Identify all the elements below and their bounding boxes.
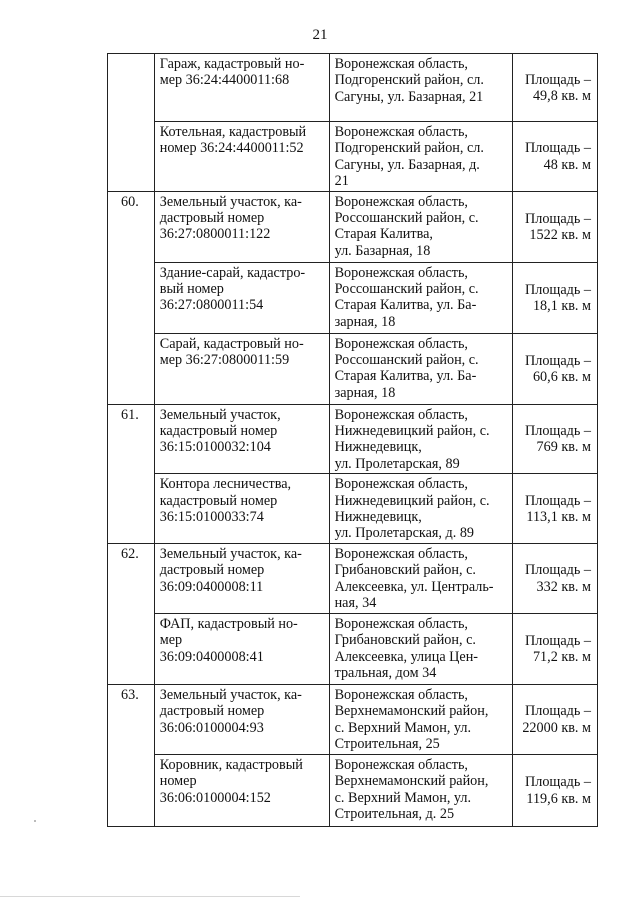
object-cell	[154, 54, 329, 122]
table-row	[108, 54, 598, 122]
row-number-cell	[108, 543, 155, 684]
area-text: Площадь –	[525, 492, 591, 509]
area-text: 49,8 кв. м	[532, 88, 591, 104]
address-text: Россошанский район, с.	[334, 210, 479, 227]
address-text: Россошанский район, с.	[334, 281, 479, 298]
address-text: 21	[334, 173, 349, 190]
table-row	[108, 122, 598, 192]
object-text: дастровый номер	[159, 703, 265, 720]
area-cell	[512, 474, 597, 544]
address-cell	[329, 54, 512, 122]
area-text: Площадь –	[525, 774, 591, 791]
table-row	[108, 474, 598, 544]
area-cell	[512, 191, 597, 262]
object-text: мер 36:24:4400011:68	[159, 72, 290, 89]
address-text: Нижнедевицк,	[334, 509, 422, 526]
address-text: зарная, 18	[334, 384, 396, 401]
object-text: мер	[159, 632, 183, 649]
row-number-cell	[108, 404, 155, 543]
object-cell	[154, 613, 329, 684]
area-text: Площадь –	[525, 210, 591, 227]
area-text: Площадь –	[525, 423, 591, 440]
row-number: 62.	[121, 545, 139, 562]
object-text: дастровый номер	[159, 562, 265, 579]
address-text: с. Верхний Мамон, ул.	[334, 789, 472, 806]
row-number: 61.	[121, 406, 139, 423]
table-row	[108, 754, 598, 826]
object-text: Земельный участок,	[159, 406, 281, 423]
object-text: Земельный участок, ка-	[159, 193, 302, 210]
address-text: тральная, дом 34	[334, 665, 437, 682]
address-cell	[329, 262, 512, 333]
object-text: 36:09:0400008:41	[159, 648, 264, 665]
scan-speck	[34, 820, 36, 822]
area-text: 769 кв. м	[536, 439, 591, 456]
object-cell	[154, 122, 329, 192]
address-cell	[329, 754, 512, 826]
address-text: Старая Калитва,	[334, 226, 433, 243]
area-text: Площадь –	[525, 562, 591, 579]
object-text: Сарай, кадастровый но-	[159, 335, 304, 352]
object-cell	[154, 333, 329, 404]
address-text: Воронежская область,	[334, 545, 468, 562]
area-text: 119,6 кв. м	[526, 790, 591, 807]
object-text: дастровый номер	[159, 210, 265, 227]
area-cell	[512, 613, 597, 684]
object-cell	[154, 474, 329, 544]
address-text: Россошанский район, с.	[334, 352, 479, 369]
area-cell	[512, 404, 597, 474]
table-row	[108, 613, 598, 684]
object-cell	[154, 262, 329, 333]
area-text: 332 кв. м	[536, 578, 591, 595]
table-row	[108, 404, 598, 474]
address-text: Верхнемамонский район,	[334, 703, 489, 720]
address-cell	[329, 684, 512, 754]
address-text: Старая Калитва, ул. Ба-	[334, 297, 477, 314]
page-number: 21	[312, 27, 328, 43]
table-row	[108, 262, 598, 333]
area-cell	[512, 122, 597, 192]
address-text: Подгоренский район, сл.	[334, 72, 484, 89]
address-text: ная, 34	[334, 595, 377, 612]
address-cell	[329, 613, 512, 684]
area-text: 60,6 кв. м	[532, 369, 591, 386]
object-text: Контора лесничества,	[159, 476, 292, 493]
area-cell	[512, 543, 597, 613]
object-text: кадастровый номер	[159, 492, 278, 509]
object-text: номер	[159, 773, 197, 790]
object-text: Котельная, кадастровый	[159, 124, 307, 140]
area-text: 71,2 кв. м	[532, 649, 591, 666]
footer-rule	[0, 896, 300, 897]
object-cell	[154, 191, 329, 262]
table-row	[108, 543, 598, 613]
address-text: Грибановский район, с.	[334, 562, 476, 579]
area-text: Площадь –	[525, 632, 591, 649]
area-text: Площадь –	[525, 352, 591, 369]
address-text: Воронежская область,	[334, 476, 468, 493]
object-cell	[154, 684, 329, 754]
property-table	[107, 53, 598, 827]
area-cell	[512, 54, 597, 122]
address-text: ул. Пролетарская, 89	[334, 455, 460, 472]
object-text: 36:27:0800011:122	[159, 226, 271, 243]
area-text: Площадь –	[525, 71, 591, 88]
object-text: ФАП, кадастровый но-	[159, 615, 298, 632]
object-text: Здание-сарай, кадастро-	[159, 264, 306, 281]
object-text: Коровник, кадастровый	[159, 756, 303, 773]
area-cell	[512, 262, 597, 333]
object-text: мер 36:27:0800011:59	[159, 352, 290, 369]
address-text: Сагуны, ул. Базарная, 21	[334, 88, 484, 105]
object-text: номер 36:24:4400011:52	[159, 140, 304, 157]
address-text: Воронежская область,	[334, 686, 468, 703]
area-cell	[512, 754, 597, 826]
object-text: кадастровый номер	[159, 423, 278, 440]
address-cell	[329, 404, 512, 474]
object-cell	[154, 404, 329, 474]
address-text: ул. Базарная, 18	[334, 242, 431, 259]
property-table-body	[108, 54, 598, 827]
object-text: 36:06:0100004:152	[159, 789, 271, 806]
row-number: 63.	[121, 686, 139, 703]
area-cell	[512, 333, 597, 404]
table-row	[108, 191, 598, 262]
address-text: Нижнедевицкий район, с.	[334, 423, 490, 440]
object-cell	[154, 543, 329, 613]
address-cell	[329, 333, 512, 404]
address-text: Нижнедевицк,	[334, 439, 422, 456]
address-text: Алексеевка, ул. Централь-	[334, 578, 494, 595]
address-text: Верхнемамонский район,	[334, 773, 489, 790]
address-text: Воронежская область,	[334, 193, 468, 210]
address-text: с. Верхний Мамон, ул.	[334, 719, 472, 736]
address-text: Старая Калитва, ул. Ба-	[334, 368, 477, 385]
address-text: Воронежская область,	[334, 756, 468, 773]
row-number-cell	[108, 684, 155, 826]
area-text: 48 кв. м	[543, 156, 591, 173]
object-text: 36:15:0100033:74	[159, 509, 264, 526]
address-text: Воронежская область,	[334, 264, 468, 281]
area-cell	[512, 684, 597, 754]
address-cell	[329, 474, 512, 544]
object-text: вый номер	[159, 281, 224, 298]
address-text: Алексеевка, улица Цен-	[334, 648, 479, 665]
address-text: Воронежская область,	[334, 615, 468, 632]
area-text: Площадь –	[525, 140, 591, 157]
area-text: Площадь –	[525, 281, 591, 298]
row-number-cell	[108, 54, 155, 192]
row-number: 60.	[121, 193, 139, 210]
table-row	[108, 684, 598, 754]
address-text: Грибановский район, с.	[334, 632, 476, 649]
row-number-cell	[108, 191, 155, 404]
area-text: 18,1 кв. м	[532, 298, 591, 315]
address-text: ул. Пролетарская, д. 89	[334, 525, 475, 542]
address-text: Нижнедевицкий район, с.	[334, 492, 490, 509]
area-text: 1522 кв. м	[529, 227, 591, 244]
address-cell	[329, 122, 512, 192]
address-text: Сагуны, ул. Базарная, д.	[334, 156, 480, 173]
address-cell	[329, 191, 512, 262]
object-text: 36:27:0800011:54	[159, 297, 264, 314]
table-row	[108, 333, 598, 404]
address-text: Подгоренский район, сл.	[334, 140, 484, 157]
address-cell	[329, 543, 512, 613]
address-text: Воронежская область,	[334, 56, 468, 72]
object-cell	[154, 754, 329, 826]
address-text: Воронежская область,	[334, 124, 468, 140]
area-text: 113,1 кв. м	[526, 509, 591, 526]
object-text: Земельный участок, ка-	[159, 686, 302, 703]
area-text: 22000 кв. м	[522, 719, 591, 736]
address-text: Воронежская область,	[334, 335, 468, 352]
address-text: Строительная, 25	[334, 736, 440, 753]
object-text: 36:09:0400008:11	[159, 578, 264, 595]
object-text: 36:15:0100032:104	[159, 439, 271, 456]
address-text: Строительная, д. 25	[334, 806, 455, 823]
area-text: Площадь –	[525, 703, 591, 720]
object-text: Гараж, кадастровый но-	[159, 56, 305, 72]
address-text: зарная, 18	[334, 313, 396, 330]
object-text: 36:06:0100004:93	[159, 719, 264, 736]
address-text: Воронежская область,	[334, 406, 468, 423]
object-text: Земельный участок, ка-	[159, 545, 302, 562]
